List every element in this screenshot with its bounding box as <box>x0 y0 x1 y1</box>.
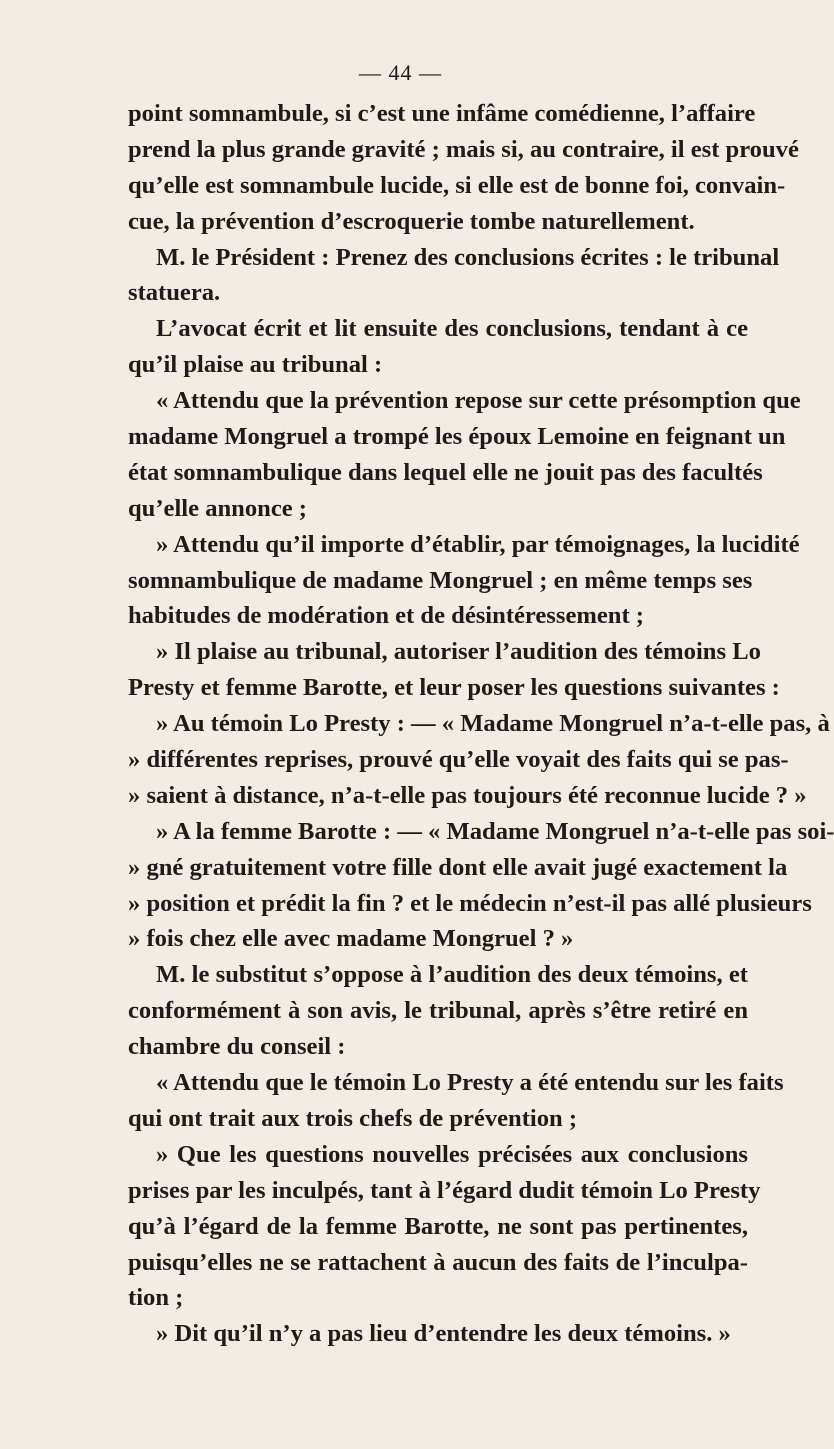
text-line: » différentes reprises, prouvé qu’elle voyait des faits qui se pas- <box>128 746 789 774</box>
text-line: cue, la prévention d’escroquerie tombe naturellement. <box>128 207 695 235</box>
text-line: » position et prédit la fin ? et le médecin n’est-il pas allé plusieurs <box>128 889 812 917</box>
text-line: point somnambule, si c’est une infâme comédienne, l’affaire <box>128 100 756 127</box>
body-text <box>128 96 834 1352</box>
text-line: qu’à l’égard de la femme Barotte, ne sont pas pertinentes, <box>128 1212 748 1240</box>
text-line: chambre du conseil : <box>128 1033 346 1061</box>
text-line: M. le substitut s’oppose à l’audition des deux témoins, et <box>156 961 748 989</box>
text-line: » Dit qu’il n’y a pas lieu d’entendre les deux témoins. » <box>156 1320 731 1348</box>
text-line: « Attendu que le témoin Lo Presty a été entendu sur les faits <box>156 1069 784 1097</box>
text-line: » Que les questions nouvelles précisées aux conclusions <box>156 1140 748 1168</box>
text-line: conformément à son avis, le tribunal, après s’être retiré en <box>128 997 748 1025</box>
text-line: M. le Président : Prenez des conclusions écrites : le tribunal <box>156 243 780 271</box>
text-line: habitudes de modération et de désintéressement ; <box>128 602 644 630</box>
text-line: » gné gratuitement votre fille dont elle avait jugé exactement la <box>128 853 788 881</box>
text-line: Presty et femme Barotte, et leur poser les questions suivantes : <box>128 674 780 702</box>
text-line: prend la plus grande gravité ; mais si, au contraire, il est prouvé <box>128 135 799 163</box>
text-line: puisqu’elles ne se rattachent à aucun des faits de l’inculpa- <box>128 1248 748 1276</box>
text-line: tion ; <box>128 1284 184 1312</box>
text-line: » A la femme Barotte : — « Madame Mongruel n’a-t-elle pas soi- <box>156 817 834 845</box>
text-line: état somnambulique dans lequel elle ne jouit pas des facultés <box>128 458 763 486</box>
text-line: L’avocat écrit et lit ensuite des conclusions, tendant à ce <box>156 315 748 343</box>
text-line: » Au témoin Lo Presty : — « Madame Mongruel n’a-t-elle pas, à <box>156 710 830 738</box>
text-line: qui ont trait aux trois chefs de prévention ; <box>128 1104 578 1132</box>
text-line: madame Mongruel a trompé les époux Lemoine en feignant un <box>128 423 786 451</box>
text-line: qu’elle est somnambule lucide, si elle est de bonne foi, convain- <box>128 171 786 199</box>
text-line: prises par les inculpés, tant à l’égard dudit témoin Lo Presty <box>128 1176 761 1204</box>
text-line: » Attendu qu’il importe d’établir, par témoignages, la lucidité <box>156 530 800 558</box>
page-number: — 44 — <box>359 60 442 85</box>
text-line: somnambulique de madame Mongruel ; en même temps ses <box>128 566 753 594</box>
text-line: » fois chez elle avec madame Mongruel ? » <box>128 925 574 953</box>
text-line: statuera. <box>128 279 221 307</box>
text-line: qu’elle annonce ; <box>128 494 307 522</box>
text-line: » saient à distance, n’a-t-elle pas toujours été reconnue lucide ? » <box>128 781 807 809</box>
text-line: « Attendu que la prévention repose sur cette présomption que <box>156 387 801 415</box>
text-line: » Il plaise au tribunal, autoriser l’audition des témoins Lo <box>156 638 761 666</box>
text-line: qu’il plaise au tribunal : <box>128 351 383 379</box>
